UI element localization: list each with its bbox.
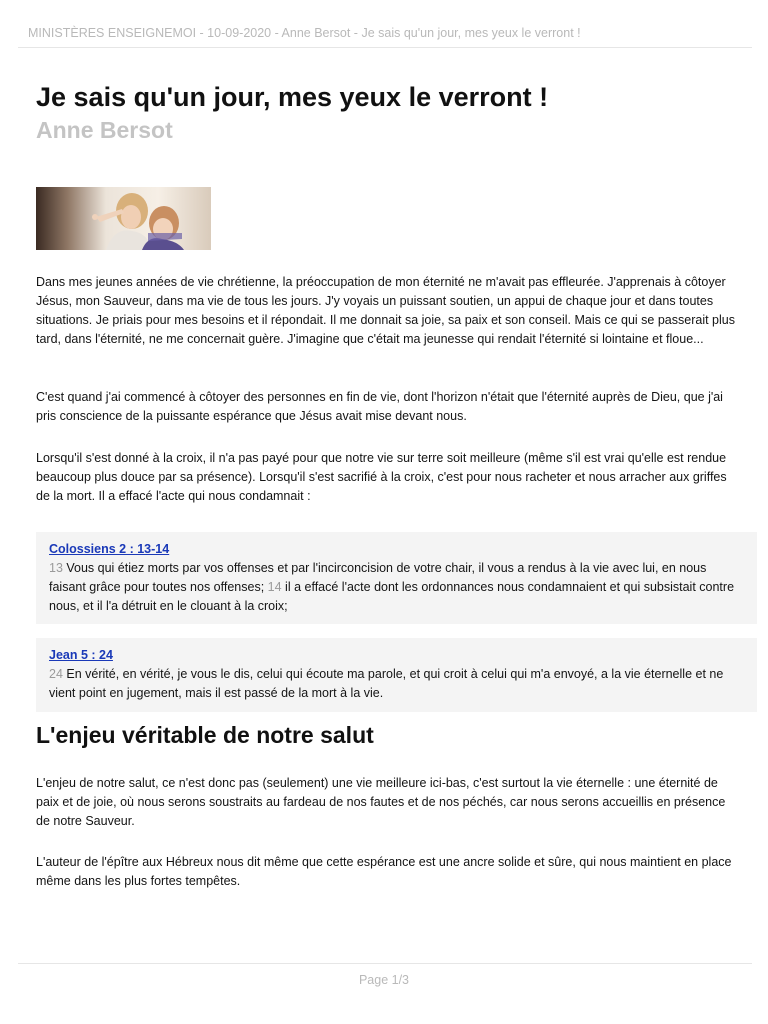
page-number: Page 1/3 [358,973,410,987]
article-title: Je sais qu'un jour, mes yeux le verront ! [36,82,549,112]
verse-reference-link[interactable]: Colossiens 2 : 13-14 [49,542,170,556]
paragraph-3: Lorsqu'il s'est donné à la croix, il n'a pas payé pour que notre vie sur terre soit meilleure (même s'il est vrai qu'elle est rendue beaucoup plus douce par sa présence). Lorsqu'il s'est sacrifié à la croix, c'est pour nous racheter et nous arracher aux griffes de la mort. Il a effacé l'acte qui nous condamnait : [36,451,727,503]
verse-text [49,665,744,703]
article-author: Anne Bersot [36,117,173,143]
verse-number: 13 [49,561,63,575]
section-paragraph-1: L'enjeu de notre salut, ce n'est donc pas (seulement) une vie meilleure ici-bas, c'est surtout la vie éternelle : une éternité de paix et de joie, où nous serons soustraits au fardeau de nos fautes et de nos péchés, car nous serons accueillis en présence de notre Sauveur. [36,776,726,828]
section-heading: L'enjeu véritable de notre salut [36,722,374,748]
verse-text [49,559,744,616]
verse-text-segment: il a effacé l'acte dont les ordonnances nous condamnaient et qui subsistait contre nous, et il l'a détruit en le clouant à la croix; [49,580,735,613]
page-header [18,0,752,48]
verse-callout-colossiens [36,532,757,624]
paragraph-2: C'est quand j'ai commencé à côtoyer des personnes en fin de vie, dont l'horizon n'était que l'éternité auprès de Dieu, que j'ai pris conscience de la puissante espérance que Jésus avait mise devant nous. [36,390,723,423]
verse-number: 14 [267,580,282,594]
verse-callout-jean [36,638,757,712]
verse-text-segment: En vérité, en vérité, je vous le dis, celui qui écoute ma parole, et qui croit à celui qui m'a envoyé, a la vie éternelle et ne vient point en jugement, mais il est passé de la mort à la vie. [49,667,724,700]
footer-divider [18,963,752,964]
paragraph-1: Dans mes jeunes années de vie chrétienne, la préoccupation de mon éternité ne m'avait pas effleurée. J'apprenais à côtoyer Jésus, mon Sauveur, dans ma vie de tous les jours. J'y voyais un puissant soutien, un appui de chaque jour et dans toutes situations. Je priais pour mes besoins et il répondait. Il me donnait sa joie, sa paix et son conseil. Mais ce qui se passerait plus tard, dans l'éternité, ne me concernait guère. J'imagine que c'était ma jeunesse qui rendait l'éternité si lointaine et floue... [36,275,735,346]
verse-reference-link[interactable]: Jean 5 : 24 [49,648,113,662]
verse-text-segment: Vous qui étiez morts par vos offenses et par l'incirconcision de votre chair, il vous a rendus à la vie avec lui, en nous faisant grâce pour toutes nos offenses; [49,561,707,594]
article-image [36,187,211,250]
header-text: MINISTÈRES ENSEIGNEMOI - 10-09-2020 - Anne Bersot - Je sais qu'un jour, mes yeux le verront ! [28,26,581,40]
verse-number: 24 [49,667,63,681]
section-paragraph-2: L'auteur de l'épître aux Hébreux nous dit même que cette espérance est une ancre solide et sûre, qui nous maintient en place même dans les plus fortes tempêtes. [36,855,732,888]
